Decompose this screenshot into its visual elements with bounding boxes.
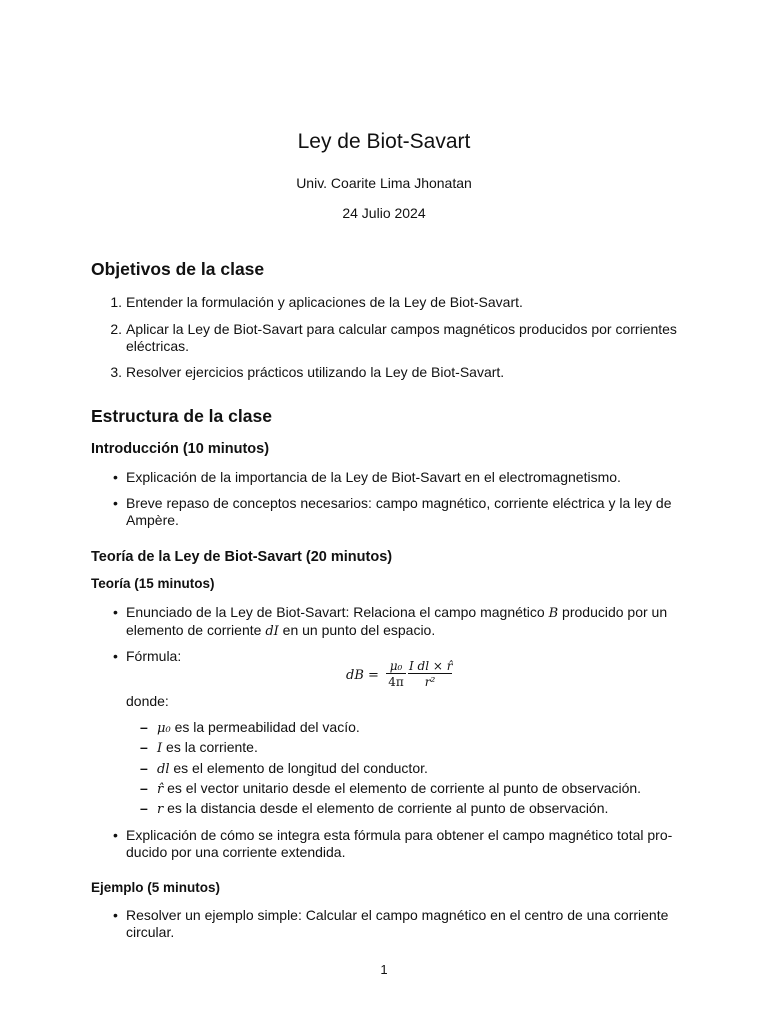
- definition-item: [140, 719, 687, 737]
- list-item-text: Enunciado de la Ley de Biot-Savart: Relaciona el campo magnético: [126, 604, 545, 620]
- dash-icon: –: [140, 739, 148, 755]
- dash-icon: –: [140, 719, 148, 735]
- math-symbol: I: [157, 741, 163, 756]
- definition-item: [140, 800, 687, 818]
- list-number: 2.: [110, 321, 122, 337]
- formula-fraction: [408, 659, 452, 689]
- fraction-denominator: r²: [408, 673, 452, 689]
- definition-text: es el elemento de longitud del conductor.: [173, 760, 428, 776]
- dash-icon: –: [140, 760, 148, 776]
- list-item-text: Resolver un ejemplo simple: Calcular el campo magnético en el centro de una corriente circular.: [126, 907, 669, 940]
- document-author: Univ. Coarite Lima Jhonatan: [296, 175, 472, 191]
- coefficient-numerator: μ₀: [389, 659, 403, 673]
- list-item: [113, 495, 681, 529]
- formula-label: Fórmula:: [126, 648, 182, 664]
- coefficient-denominator: 4π: [386, 673, 406, 689]
- list-item: [113, 604, 681, 640]
- dash-icon: –: [140, 780, 148, 796]
- list-item-text: producido por un elemento de corriente: [126, 604, 668, 638]
- definition-text: es la distancia desde el elemento de corriente al punto de observación.: [167, 800, 609, 816]
- math-symbol: dI: [265, 624, 279, 639]
- list-number: 1.: [110, 294, 122, 310]
- objective-item: [110, 294, 681, 311]
- bullet-icon: •: [113, 604, 118, 620]
- objective-item: [110, 364, 681, 381]
- list-item-text: Explicación de cómo se integra esta fórmula para obtener el campo magnético total pro-ducido por una corriente extendida.: [126, 827, 673, 860]
- list-number: 3.: [110, 364, 122, 380]
- math-symbol: μ₀: [157, 721, 171, 736]
- objective-text: Entender la formulación y aplicaciones de la Ley de Biot-Savart.: [126, 294, 523, 310]
- math-symbol: B: [548, 606, 559, 621]
- section-heading-objectives: Objetivos de la clase: [91, 259, 265, 279]
- objective-text: Aplicar la Ley de Biot-Savart para calcular campos magnéticos producidos por corrientes eléctricas.: [126, 321, 677, 354]
- page-number: 1: [380, 962, 388, 977]
- list-item: [113, 827, 681, 861]
- bullet-icon: •: [113, 648, 118, 664]
- fraction-numerator: I dl × r̂: [409, 659, 453, 673]
- list-item-text: en un punto del espacio.: [282, 622, 436, 638]
- definition-text: es la permeabilidad del vacío.: [174, 719, 360, 735]
- document-title: Ley de Biot-Savart: [297, 130, 471, 153]
- math-symbol: r̂: [157, 782, 164, 797]
- math-symbol: r: [157, 802, 164, 817]
- list-item-text: Breve repaso de conceptos necesarios: campo magnético, corriente eléctrica y la ley de Ampère.: [126, 495, 672, 528]
- section-heading-structure: Estructura de la clase: [91, 406, 272, 426]
- subsection-heading-theory: Teoría de la Ley de Biot-Savart (20 minutos): [91, 549, 393, 565]
- formula-lhs: dB =: [346, 668, 379, 683]
- donde-label: donde:: [126, 693, 169, 709]
- dash-icon: –: [140, 800, 148, 816]
- math-symbol: dl: [157, 762, 170, 777]
- definition-item: [140, 780, 687, 798]
- list-item: [113, 907, 681, 941]
- subsubsection-heading-example: Ejemplo (5 minutos): [91, 880, 221, 895]
- bullet-icon: •: [113, 469, 118, 485]
- bullet-icon: •: [113, 907, 118, 923]
- formula-coefficient: [386, 659, 406, 689]
- document-date: 24 Julio 2024: [342, 205, 426, 221]
- definition-item: [140, 739, 687, 757]
- definition-text: es la corriente.: [166, 739, 258, 755]
- definition-text: es el vector unitario desde el elemento de corriente al punto de observación.: [167, 780, 642, 796]
- objective-item: [110, 321, 681, 355]
- list-item: [113, 469, 681, 486]
- subsubsection-heading-theory: Teoría (15 minutos): [91, 576, 215, 591]
- objective-text: Resolver ejercicios prácticos utilizando la Ley de Biot-Savart.: [126, 364, 505, 380]
- bullet-icon: •: [113, 827, 118, 843]
- definition-item: [140, 760, 687, 778]
- list-item-text: Explicación de la importancia de la Ley de Biot-Savart en el electromagnetismo.: [126, 469, 621, 485]
- bullet-icon: •: [113, 495, 118, 511]
- subsection-heading-intro: Introducción (10 minutos): [91, 441, 270, 457]
